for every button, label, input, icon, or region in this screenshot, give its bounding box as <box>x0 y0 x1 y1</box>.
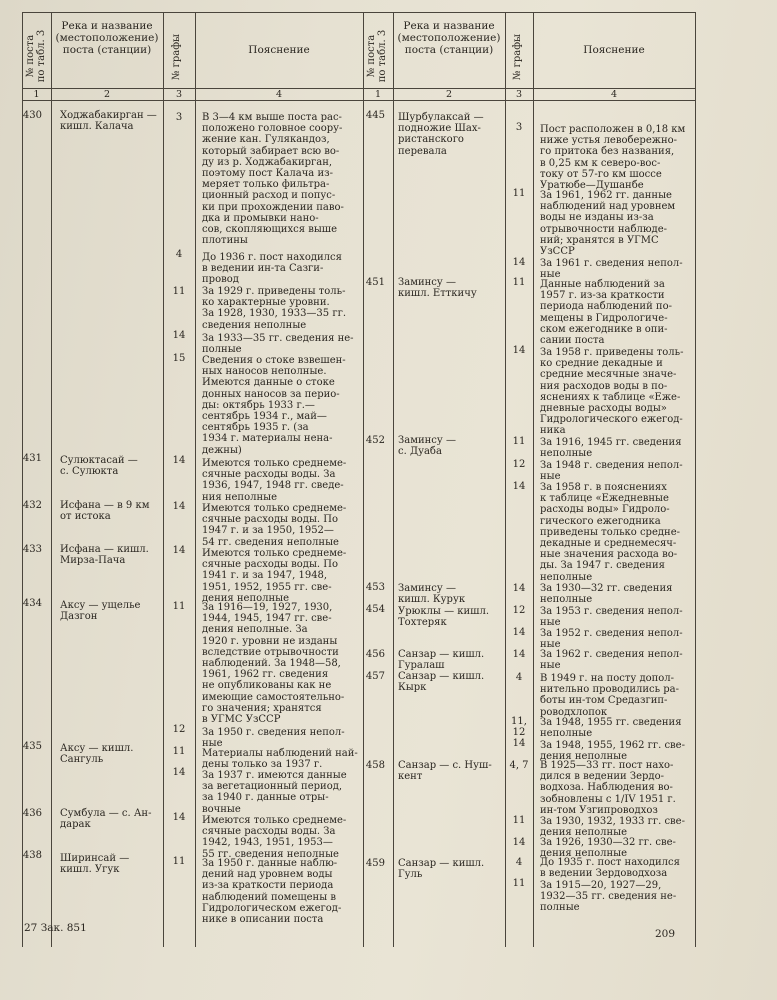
post-number: 435 <box>22 741 42 752</box>
column-ref: 4, 7 <box>509 760 529 771</box>
note: Имеются только среднеме- сячные расходы воды. По 1941 г. и за 1947, 1948, 1951, 1952, 1955 гг. све- дения неполные <box>202 548 347 604</box>
rule <box>533 12 534 947</box>
note: За 1930—32 гг. сведения неполные <box>540 583 673 606</box>
col-number: 2 <box>103 89 111 100</box>
header-column: № графы <box>171 33 182 81</box>
rule <box>393 12 394 947</box>
note: За 1948, 1955 гг. сведения неполные <box>540 717 682 740</box>
rule <box>363 12 364 947</box>
col-number: 3 <box>175 89 183 100</box>
rule <box>505 12 506 947</box>
col-number: 2 <box>445 89 453 100</box>
column-ref: 14 <box>512 257 526 268</box>
post-number: 434 <box>22 598 42 609</box>
post-number: 451 <box>365 277 385 288</box>
column-ref: 14 <box>172 455 186 466</box>
note: За 1952 г. сведения непол- ные <box>540 628 683 651</box>
column-ref: 11 <box>172 856 186 867</box>
station-name: Заминсу — с. Дуаба <box>398 435 456 458</box>
column-ref: 12 <box>172 724 186 735</box>
header-note: Пояснение <box>583 44 645 56</box>
post-number: 445 <box>365 110 385 121</box>
column-ref: 14 <box>512 649 526 660</box>
column-ref: 4 <box>175 249 183 260</box>
column-ref: 14 <box>512 345 526 356</box>
page-number: 209 <box>655 928 676 940</box>
post-number: 436 <box>22 808 42 819</box>
post-number: 438 <box>22 850 42 861</box>
post-number: 456 <box>365 649 385 660</box>
column-ref: 14 <box>172 501 186 512</box>
rule <box>51 12 52 947</box>
column-ref: 11 <box>512 815 526 826</box>
print-mark: 27 Зак. 851 <box>24 922 87 934</box>
column-ref: 11 <box>512 188 526 199</box>
column-ref: 14 <box>512 738 526 749</box>
note: За 1933—35 гг. сведения не- полные <box>202 333 354 356</box>
station-name: Сумбула — с. Ан- дарак <box>60 808 152 831</box>
post-number: 459 <box>365 858 385 869</box>
header-post-no: № поста по табл. 3 <box>366 29 388 83</box>
note: За 1948 г. сведения непол- ные <box>540 460 683 483</box>
post-number: 458 <box>365 760 385 771</box>
column-ref: 14 <box>512 481 526 492</box>
note: За 1962 г. сведения непол- ные <box>540 649 683 672</box>
col-number: 1 <box>33 89 40 100</box>
column-ref: 3 <box>175 112 183 123</box>
station-name: Шурбулаксай — подножие Шах- ристанского перевала <box>398 112 484 157</box>
rule <box>22 100 696 101</box>
note: Имеются только среднеме- сячные расходы воды. По 1947 г. и за 1950, 1952— 54 гг. сведения неполные <box>202 503 347 548</box>
column-ref: 11 <box>172 601 186 612</box>
post-number: 431 <box>22 453 42 464</box>
station-name: Заминсу — кишл. Етткичу <box>398 277 477 300</box>
station-name: Санзар — кишл. Гуль <box>398 858 485 881</box>
column-ref: 14 <box>172 767 186 778</box>
note: Имеются только среднеме- сячные расходы воды. За 1936, 1947, 1948 гг. сведе- ния неполные <box>202 458 347 503</box>
note: За 1961 г. сведения непол- ные <box>540 258 683 281</box>
note: Данные наблюдений за 1957 г. из-за краткости периода наблюдений по- мещены в Гидрологиче- ском ежегоднике в опи- сании поста <box>540 279 672 347</box>
column-ref: 3 <box>515 122 523 133</box>
column-ref: 15 <box>172 353 186 364</box>
column-ref: 4 <box>515 672 523 683</box>
station-name: Ходжабакирган — кишл. Калача <box>60 110 157 133</box>
note: За 1961, 1962 гг. данные наблюдений над уровнем воды не изданы из-за отрывочности наблюде- ний; хранятся в УГМС УзССР <box>540 190 676 258</box>
header-note: Пояснение <box>248 44 310 56</box>
note: До 1936 г. пост находился в ведении ин-та Сазги- провод <box>202 252 342 286</box>
header-river: Река и название (местоположение) поста (станции) <box>397 20 501 56</box>
station-name: Санзар — кишл. Кырк <box>398 671 485 694</box>
note: За 1953 г. сведения непол- ные <box>540 606 683 629</box>
station-name: Заминсу — кишл. Курук <box>398 583 466 606</box>
column-ref: 12 <box>512 459 526 470</box>
note: До 1935 г. пост находился в ведении Зердоводхоза <box>540 857 680 880</box>
post-number: 453 <box>365 582 385 593</box>
column-ref: 14 <box>512 837 526 848</box>
note: За 1929 г. приведены толь- ко характерные уровни. За 1928, 1930, 1933—35 гг. сведения неполные <box>202 286 346 331</box>
column-ref: 4 <box>515 857 523 868</box>
post-number: 457 <box>365 671 385 682</box>
column-ref: 11 <box>172 286 186 297</box>
note: За 1958 г. в пояснениях к таблице «Ежедневные расходы воды» Гидроло- гического ежегодника приведены только средне- декадные и среднемесяч- ные значения расхода во- ды. За 1947 г. сведения неполные <box>540 482 680 583</box>
station-name: Санзар — кишл. Гуралаш <box>398 649 485 672</box>
note: За 1916, 1945 гг. сведения неполные <box>540 437 682 460</box>
note: За 1950 г. сведения непол- ные <box>202 727 345 750</box>
column-ref: 11 <box>172 746 186 757</box>
col-number: 3 <box>515 89 523 100</box>
station-name: Аксу — кишл. Сангуль <box>60 743 134 766</box>
station-name: Исфана — кишл. Мирза-Пача <box>60 544 149 567</box>
column-ref: 14 <box>172 330 186 341</box>
note: Имеются только среднеме- сячные расходы воды. За 1942, 1943, 1951, 1953— 55 гг. сведения неполные <box>202 815 347 860</box>
column-ref: 14 <box>172 812 186 823</box>
column-ref: 11, 12 <box>511 716 527 739</box>
station-name: Исфана — в 9 км от истока <box>60 500 150 523</box>
column-ref: 12 <box>512 605 526 616</box>
header-river: Река и название (местоположение) поста (станции) <box>55 20 159 56</box>
note: В 3—4 км выше поста рас- положено головное соору- жение кан. Гулякандоз, который забирает всю во- ду из р. Ходжабакирган, поэтому пост Калача из- меряет только фильтра- ционный расход и попус- ки при прохождении паво- дка и промывки нано- сов, скопляющихся выше плотины <box>202 112 344 247</box>
note: За 1916—19, 1927, 1930, 1944, 1945, 1947 гг. све- дения неполные. За 1920 г. уровни не изданы вследствие отрывочности наблюдений. За 1948—58, 1961, 1962 гг. сведения не опубликованы как не имеющие самостоятельно- го значения; хранятся в УГМС УзССР <box>202 602 345 726</box>
column-ref: 11 <box>512 277 526 288</box>
header-column: № графы <box>512 33 523 81</box>
note: Пост расположен в 0,18 км ниже устья левобережно- го притока без названия, в 0,25 км к северо-вос- току от 57-го км шоссе Уратюбе—Душанбе <box>540 124 686 192</box>
rule <box>195 12 196 947</box>
note: За 1930, 1932, 1933 гг. све- дения неполные <box>540 816 685 839</box>
station-name: Сулюктасай — с. Сулюкта <box>60 455 138 478</box>
rule <box>163 12 164 947</box>
post-number: 452 <box>365 435 385 446</box>
note: За 1926, 1930—32 гг. све- дения неполные <box>540 837 676 860</box>
column-ref: 11 <box>512 436 526 447</box>
column-ref: 14 <box>512 627 526 638</box>
note: В 1949 г. на посту допол- нительно проводились ра- боты ин-том Средазгип- роводхлопок <box>540 673 679 718</box>
note: В 1925—33 гг. пост нахо- дился в ведении Зердо- водхоза. Наблюдения во- зобновлены с 1/IV 1951 г. ин-том Узгипроводхоз <box>540 760 676 816</box>
note: Материалы наблюдений най- дены только за 1937 г. <box>202 748 358 771</box>
station-name: Урюклы — кишл. Тохтеряк <box>398 606 489 629</box>
station-name: Санзар — с. Нуш- кент <box>398 760 492 783</box>
rule <box>695 12 696 947</box>
note: За 1915—20, 1927—29, 1932—35 гг. сведения не- полные <box>540 880 677 914</box>
rule <box>22 12 696 13</box>
column-ref: 14 <box>172 545 186 556</box>
column-ref: 11 <box>512 878 526 889</box>
post-number: 430 <box>22 110 42 121</box>
rule <box>22 12 23 947</box>
col-number: 1 <box>374 89 382 100</box>
note: За 1958 г. приведены толь- ко средние декадные и средние месячные значе- ния расходов воды в по- яснениях к таблице «Еже- дневные расходы воды» Гидрологического ежегод- ника <box>540 347 684 437</box>
col-number: 4 <box>275 89 283 100</box>
post-number: 433 <box>22 544 42 555</box>
note: За 1950 г. данные наблю- дений над уровнем воды из-за краткости периода наблюдений помещены в Гидрологическом ежегод- нике в описании поста <box>202 858 342 926</box>
post-number: 454 <box>365 604 385 615</box>
col-number: 4 <box>610 89 618 100</box>
note: За 1948, 1955, 1962 гг. све- дения неполные <box>540 740 685 763</box>
station-name: Ширинсай — кишл. Угук <box>60 853 130 876</box>
note: За 1937 г. имеются данные за вегетационный период, за 1940 г. данные отры- вочные <box>202 770 347 815</box>
note: Сведения о стоке взвешен- ных наносов неполные. Имеются данные о стоке донных наносов за перио- ды: октябрь 1933 г.— сентябрь 1934 г., май— сентябрь 1935 г. (за 1934 г. материалы нена- дежны) <box>202 355 346 456</box>
post-number: 432 <box>22 500 42 511</box>
column-ref: 14 <box>512 583 526 594</box>
header-post-no: № поста по табл. 3 <box>25 29 47 83</box>
station-name: Аксу — ущелье Дазгон <box>60 600 141 623</box>
